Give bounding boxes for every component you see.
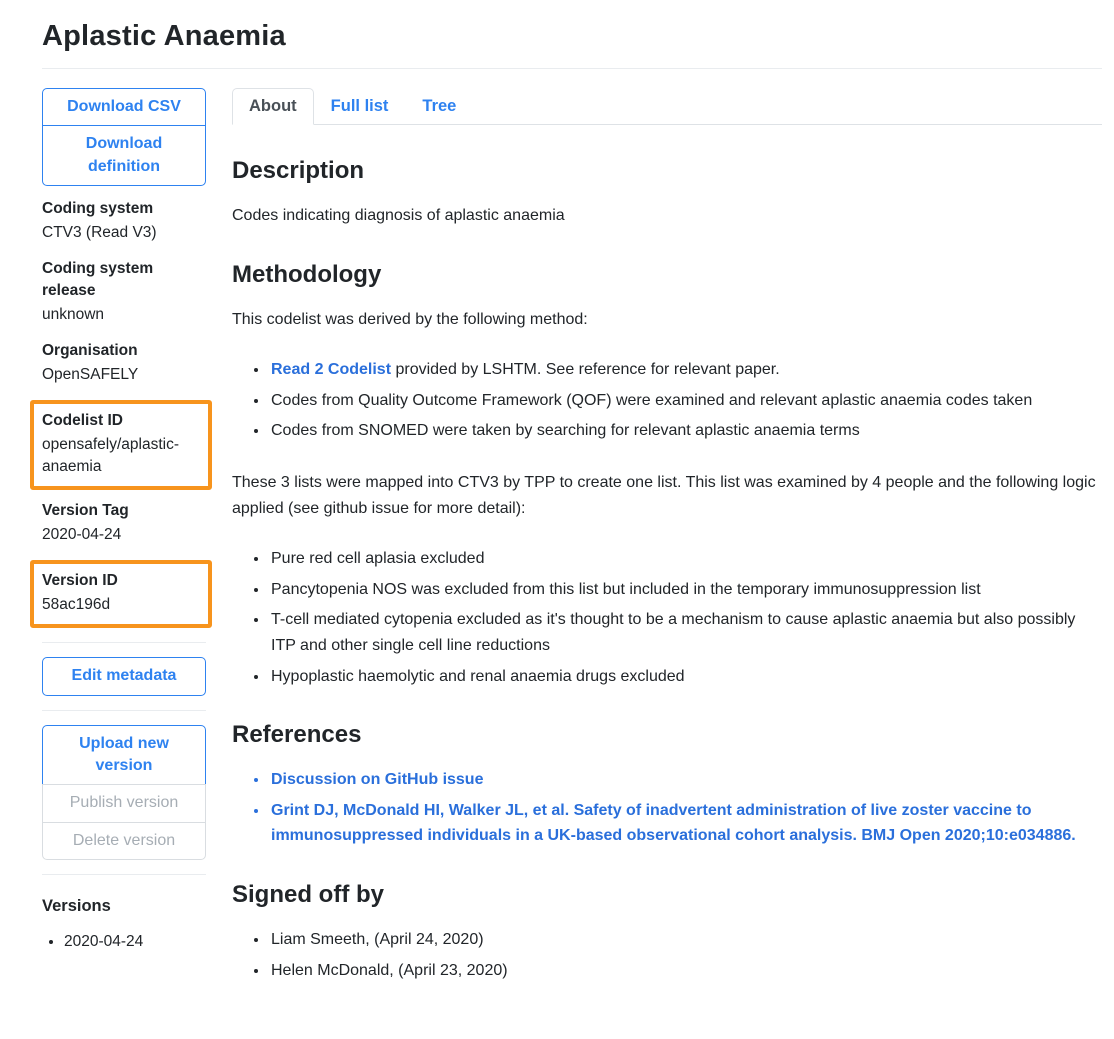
- title-divider: [42, 68, 1102, 69]
- version-item: • 2020-04-24: [64, 931, 206, 953]
- edit-metadata-button[interactable]: Edit metadata: [42, 657, 206, 695]
- reference-item: [269, 798, 1100, 849]
- methodology-source-item: [269, 388, 1100, 414]
- about-panel: [232, 157, 1102, 983]
- download-definition-button[interactable]: Download definition: [42, 125, 206, 186]
- logic-item: • Hypoplastic haemolytic and renal anaemia drugs excluded: [269, 664, 1100, 690]
- sidebar-divider: [42, 642, 206, 643]
- metadata-value: 2020-04-24: [42, 526, 122, 544]
- source-text: provided by LSHTM. See reference for relevant paper.: [391, 361, 780, 379]
- tab-bar: [232, 88, 1102, 125]
- methodology-sources-list: [232, 357, 1100, 444]
- metadata-label: Version ID: [42, 572, 118, 590]
- page-title: Aplastic Anaemia: [42, 20, 286, 52]
- metadata-value: opensafely/aplastic-anaemia: [42, 436, 179, 476]
- metadata-label: Codelist ID: [42, 412, 123, 430]
- metadata-label: Coding system release: [42, 260, 154, 300]
- references-list: [232, 767, 1100, 849]
- sidebar: [42, 88, 206, 957]
- versions-list: [42, 931, 206, 953]
- versions-heading: Versions: [42, 897, 111, 916]
- logic-item: • Pancytopenia NOS was excluded from this list but included in the temporary immunosuppression list: [269, 577, 1100, 603]
- methodology-logic-list: [232, 546, 1100, 689]
- metadata-item: [42, 198, 206, 244]
- metadata-label: Version Tag: [42, 502, 129, 520]
- version-actions-group: [42, 725, 206, 861]
- tab[interactable]: Tree: [422, 97, 457, 115]
- logic-item: • Pure red cell aplasia excluded: [269, 546, 1100, 572]
- source-link[interactable]: Read 2 Codelist: [271, 361, 392, 379]
- signed-off-list: [232, 927, 1100, 983]
- metadata-label: Organisation: [42, 342, 138, 360]
- sidebar-divider: [42, 710, 206, 711]
- metadata-value: 58ac196d: [42, 596, 111, 614]
- methodology-mapping-text: These 3 lists were mapped into CTV3 by TPP to create one list. This list was examined by 4 people and the following logic applied (see github issue for more detail):: [232, 473, 1096, 517]
- metadata-item: [42, 340, 206, 386]
- sidebar-divider: [42, 874, 206, 875]
- methodology-heading: Methodology: [232, 260, 382, 288]
- metadata-list: [42, 198, 206, 628]
- tab[interactable]: Full list: [330, 97, 389, 115]
- metadata-value: unknown: [42, 306, 105, 324]
- publish-version-button: Publish version: [42, 784, 206, 822]
- signed-off-item: • Liam Smeeth, (April 24, 2020): [269, 927, 1100, 953]
- metadata-value: CTV3 (Read V3): [42, 224, 157, 242]
- reference-link[interactable]: Discussion on GitHub issue: [271, 771, 484, 789]
- metadata-item: [30, 400, 212, 490]
- signed-off-item: • Helen McDonald, (April 23, 2020): [269, 958, 1100, 984]
- logic-item: • T-cell mediated cytopenia excluded as it's thought to be a mechanism to cause aplastic anaemia but also possibly ITP and other single cell line reductions: [269, 607, 1100, 658]
- signed-off-heading: Signed off by: [232, 880, 384, 908]
- description-heading: Description: [232, 157, 365, 184]
- source-text: Codes from Quality Outcome Framework (QOF) were examined and relevant aplastic anaemia codes taken: [271, 391, 1033, 409]
- metadata-item: [42, 500, 206, 546]
- reference-item: [269, 767, 1100, 793]
- reference-link[interactable]: Grint DJ, McDonald HI, Walker JL, et al. Safety of inadvertent administration of live zoster vaccine to immunosuppressed individuals in a UK-based observational cohort analysis. BMJ Open 2020;10:e034886.: [271, 801, 1076, 845]
- layout: [42, 88, 1102, 1009]
- metadata-value: OpenSAFELY: [42, 366, 139, 384]
- description-text: Codes indicating diagnosis of aplastic anaemia: [232, 207, 565, 224]
- download-csv-button[interactable]: Download CSV: [42, 88, 206, 126]
- metadata-item: [30, 560, 212, 628]
- download-button-group: [42, 88, 206, 186]
- source-text: Codes from SNOMED were taken by searching for relevant aplastic anaemia terms: [271, 422, 860, 440]
- metadata-label: Coding system: [42, 200, 154, 218]
- main-content: [232, 88, 1102, 1009]
- methodology-intro: This codelist was derived by the following method:: [232, 310, 588, 328]
- references-heading: References: [232, 721, 362, 749]
- methodology-source-item: [269, 357, 1100, 383]
- metadata-item: [42, 258, 206, 326]
- delete-version-button: Delete version: [42, 822, 206, 860]
- upload-new-version-button[interactable]: Upload new version: [42, 725, 206, 786]
- tab[interactable]: About: [232, 88, 314, 125]
- methodology-source-item: [269, 418, 1100, 444]
